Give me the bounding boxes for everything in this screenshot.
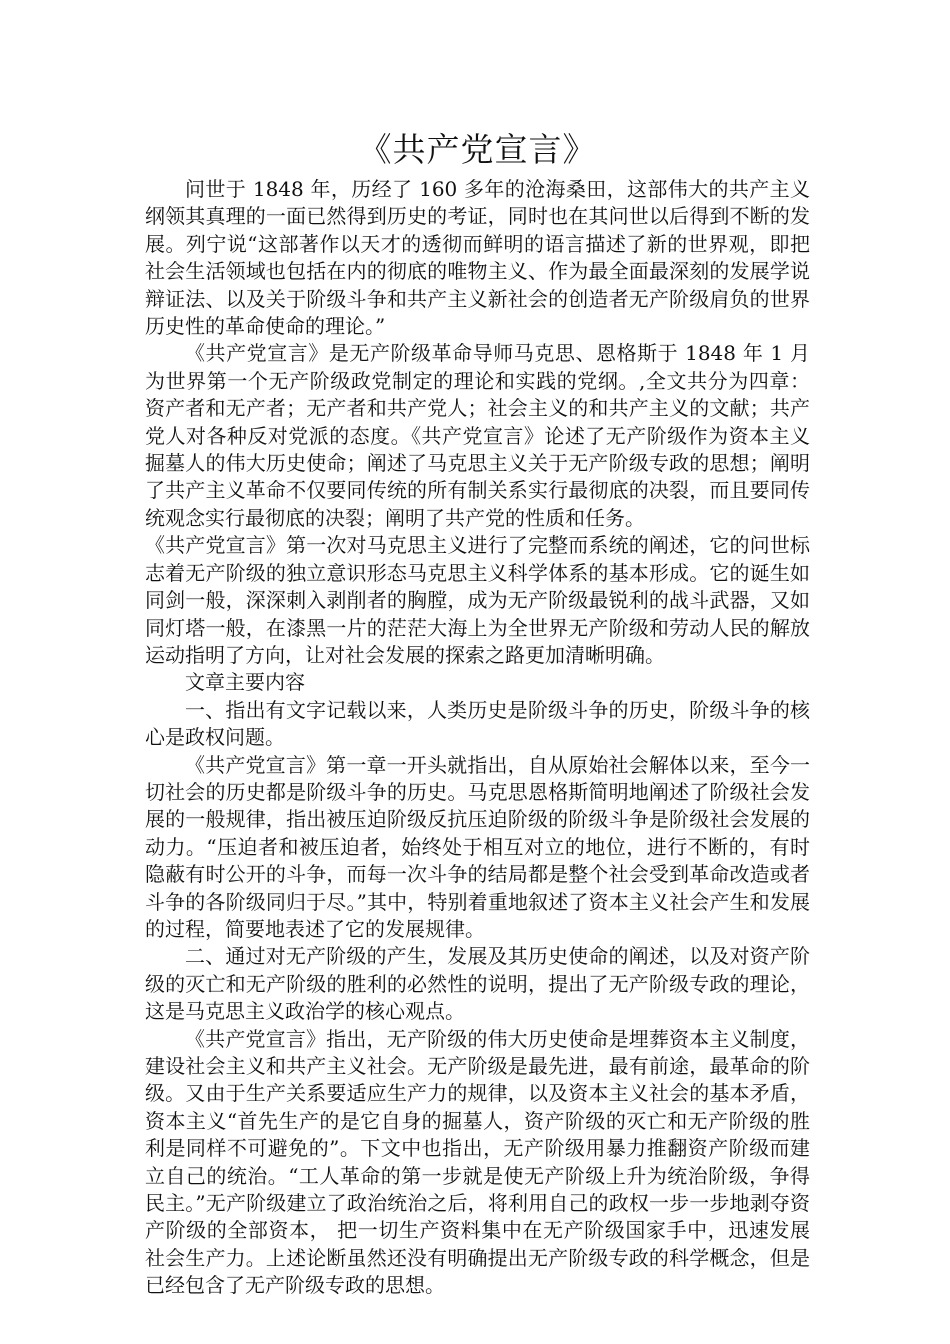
paragraph-intro: 问世于 1848 年，历经了 160 多年的沧海桑田，这部伟大的共产主义纲领其真理的一面已然得到历史的考证，同时也在其问世以后得到不断的发展。列宁说“这部著作以天才的透彻而鲜明的语言描述了新的世界观，即把社会生活领域也包括在内的彻底的唯物主义、作为最全面最深刻的发展学说辩证法、以及关于阶级斗争和共产主义新社会的创造者无产阶级肩负的世界历史性的革命使命的理论。” [145,177,810,339]
paragraph-significance: 《共产党宣言》第一次对马克思主义进行了完整而系统的阐述，它的问世标志着无产阶级的独立意识形态马克思主义科学体系的基本形成。它的诞生如同剑一般，深深刺入剥削者的胸膛，成为无产阶级最锐利的战斗武器，又如同灯塔一般，在漆黑一片的茫茫大海上为全世界无产阶级和劳动人民的解放运动指明了方向，让对社会发展的探索之路更加清晰明确。 [145,533,810,667]
point-two-body: 《共产党宣言》指出，无产阶级的伟大历史使命是埋葬资本主义制度，建设社会主义和共产主义社会。无产阶级是最先进，最有前途，最革命的阶级。又由于生产关系要适应生产力的规律，以及资本主义社会的基本矛盾，资本主义“首先生产的是它自身的掘墓人，资产阶级的灭亡和无产阶级的胜利是同样不可避免的”。下文中也指出，无产阶级用暴力推翻资产阶级而建立自己的统治。“工人革命的第一步就是使无产阶级上升为统治阶级，争得民主。”无产阶级建立了政治统治之后，将利用自己的政权一步一步地剥夺资产阶级的全部资本， 把一切生产资料集中在无产阶级国家手中，迅速发展社会生产力。上述论断虽然还没有明确提出无产阶级专政的科学概念，但是已经包含了无产阶级专政的思想。 [145,1026,810,1298]
document-title: 《共产党宣言》 [358,130,597,169]
paragraph-overview: 《共产党宣言》是无产阶级革命导师马克思、恩格斯于 1848 年 1 月为世界第一个无产阶级政党制定的理论和实践的党纲。,全文共分为四章：资产者和无产者；无产者和共产党人；社会主义的和共产主义的文献；共产党人对各种反对党派的态度。《共产党宣言》论述了无产阶级作为资本主义掘墓人的伟大历史使命；阐述了马克思主义关于无产阶级专政的思想；阐明了共产主义革命不仅要同传统的所有制关系实行最彻底的决裂，而且要同传统观念实行最彻底的决裂；阐明了共产党的性质和任务。 [145,341,810,530]
point-one-heading: 一、指出有文字记载以来，人类历史是阶级斗争的历史，阶级斗争的核心是政权问题。 [145,697,810,750]
point-one-body: 《共产党宣言》第一章一开头就指出，自从原始社会解体以来，至今一切社会的历史都是阶级斗争的历史。马克思恩格斯简明地阐述了阶级社会发展的一般规律，指出被压迫阶级反抗压迫阶级的阶级斗争是阶级社会发展的动力。“压迫者和被压迫者，始终处于相互对立的地位，进行不断的，有时隐蔽有时公开的斗争，而每一次斗争的结局都是整个社会受到革命改造或者斗争的各阶级同归于尽。”其中，特别着重地叙述了资本主义社会产生和发展的过程，简要地表述了它的发展规律。 [145,752,810,941]
section-heading-main-content: 文章主要内容 [185,670,305,695]
document-page [145,128,810,1300]
point-two-heading: 二、通过对无产阶级的产生，发展及其历史使命的阐述，以及对资产阶级的灭亡和无产阶级的胜利的必然性的说明，提出了无产阶级专政的理论，这是马克思主义政治学的核心观点。 [145,944,810,1024]
